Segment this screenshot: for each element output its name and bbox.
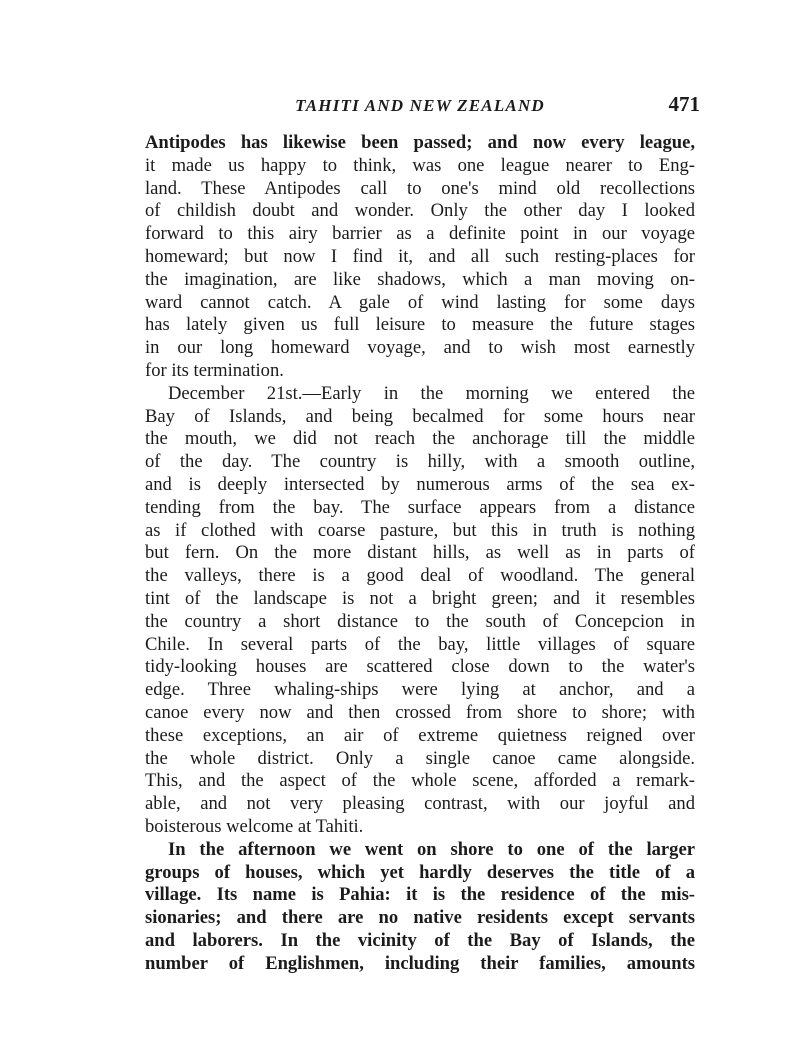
text-line: the valleys, there is a good deal of woodland. The general [145,565,695,587]
text-line: Bay of Islands, and being becalmed for some hours near [145,405,695,427]
text-line: able, and not very pleasing contrast, with our joyful and [145,793,695,815]
page-number: 471 [668,92,700,116]
text-line: homeward; but now I find it, and all such resting-places for [145,245,695,267]
text-line: sionaries; and there are no native residents except servants [145,907,695,929]
text-line: the whole district. Only a single canoe came alongside. [145,747,695,769]
text-line: In the afternoon we went on shore to one of the larger [168,838,695,860]
text-line: and laborers. In the vicinity of the Bay of Islands, the [145,929,695,951]
page-header [140,92,700,124]
text-line: land. These Antipodes call to one's mind old recollections [145,177,695,199]
text-line: the country a short distance to the south of Concepcion in [145,610,695,632]
running-title: TAHITI AND NEW ZEALAND [295,96,545,115]
text-line: Chile. In several parts of the bay, little villages of square [145,633,695,655]
text-line: number of Englishmen, including their families, amounts [145,952,695,974]
text-line: December 21st.—Early in the morning we entered the [168,382,695,404]
paragraph-1 [145,132,695,383]
text-line: it made us happy to think, was one league nearer to Eng- [145,154,695,176]
text-line: in our long homeward voyage, and to wish most earnestly [145,337,695,359]
text-line: and is deeply intersected by numerous arms of the sea ex- [145,473,695,495]
text-line: boisterous welcome at Tahiti. [145,815,364,837]
text-line: of the day. The country is hilly, with a smooth outline, [145,451,695,473]
paragraph-2 [145,383,695,839]
text-line: Antipodes has likewise been passed; and now every league, [145,132,695,153]
text-line: of childish doubt and wonder. Only the other day I looked [145,200,695,222]
text-line: the imagination, are like shadows, which a man moving on- [145,268,695,290]
text-line: This, and the aspect of the whole scene, afforded a remark- [145,770,695,792]
text-line: as if clothed with coarse pasture, but this in truth is nothing [145,519,695,541]
text-line: village. Its name is Pahia: it is the residence of the mis- [145,884,695,906]
text-line: groups of houses, which yet hardly deserves the title of a [145,861,695,883]
text-line: ward cannot catch. A gale of wind lasting for some days [145,291,695,313]
text-line: tidy-looking houses are scattered close down to the water's [145,656,695,678]
text-line: tint of the landscape is not a bright green; and it resembles [145,587,695,609]
text-line: tending from the bay. The surface appears from a distance [145,496,695,518]
text-line: the mouth, we did not reach the anchorage till the middle [145,428,695,450]
text-line: these exceptions, an air of extreme quietness reigned over [145,724,695,746]
text-line: for its termination. [145,359,284,381]
text-line: but fern. On the more distant hills, as well as in parts of [145,542,695,564]
paragraph-3 [145,839,695,976]
text-line: has lately given us full leisure to measure the future stages [145,314,695,336]
text-line: forward to this airy barrier as a definite point in our voyage [145,223,695,245]
body-text [145,132,695,975]
text-line: edge. Three whaling-ships were lying at anchor, and a [145,679,695,701]
text-line: canoe every now and then crossed from shore to shore; with [145,701,695,723]
